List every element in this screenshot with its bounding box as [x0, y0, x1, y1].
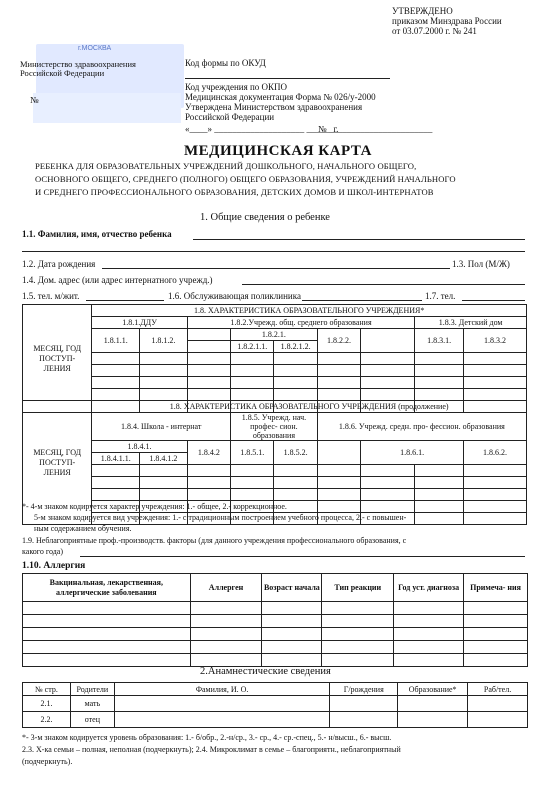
note-3: ным содержанием обучения.	[34, 524, 132, 533]
h-184: 1.8.4. Школа - интернат	[92, 413, 231, 441]
field-clinic-line[interactable]	[302, 300, 422, 301]
c-1812: 1.8.1.2.	[140, 329, 188, 353]
section1-title: 1. Общие сведения о ребенке	[200, 212, 330, 223]
row-role: мать	[70, 696, 114, 712]
allergy-title: 1.10. Аллергия	[22, 561, 86, 571]
allergy-col-reaction: Тип реакции	[322, 574, 394, 602]
field-sex-label: 1.3. Пол (М/Ж)	[452, 259, 510, 269]
c-1821: 1.8.2.1.	[231, 329, 318, 341]
month-label: МЕСЯЦ, ГОД ПОСТУП- ЛЕНИЯ	[33, 343, 82, 373]
page-title: МЕДИЦИНСКАЯ КАРТА	[184, 143, 372, 159]
c-1841: 1.8.4.1.	[92, 441, 187, 453]
note-5: какого года)	[22, 547, 64, 556]
h-182: 1.8.2.Учрежд. общ. среднего образования	[187, 317, 415, 329]
stamp-overlay	[33, 93, 181, 123]
field-address-line[interactable]	[242, 284, 525, 285]
allergy-col-age: Возраст начала	[262, 574, 322, 602]
stamp-city: г.МОСКВА	[78, 45, 112, 52]
field-birth-label: 1.2. Дата рождения	[22, 259, 96, 269]
footer-note-3: (подчеркнуть).	[22, 757, 73, 766]
table-row	[23, 712, 528, 728]
row-no: 2.2.	[23, 712, 71, 728]
field-clinic-label: 1.6. Обслуживающая поликлиника	[168, 291, 301, 301]
table-institution-1	[22, 304, 527, 413]
field-phone-label: 1.5. тел. м/жит.	[22, 291, 80, 301]
c-1851: 1.8.5.1.	[231, 441, 274, 465]
subtitle-1: РЕБЕНКА ДЛЯ ОБРАЗОВАТЕЛЬНЫХ УЧРЕЖДЕНИЙ ДОШКОЛЬНОГО, НАЧАЛЬНОГО ОБЩЕГО,	[35, 161, 417, 171]
c-18412: 1.8.4.1.2	[140, 453, 188, 465]
approval-line-1: УТВЕРЖДЕНО	[392, 6, 453, 16]
doc-line-3: Российской Федерации	[185, 112, 275, 122]
c-18212: 1.8.2.1.2.	[274, 341, 317, 353]
c-18211: 1.8.2.1.1.	[231, 341, 274, 353]
stamp-org: Министерство здравоохранения Российской Федерации	[20, 59, 136, 78]
doc-number: № _______________________	[318, 124, 433, 134]
c-1852: 1.8.5.2.	[274, 441, 317, 465]
note-4: 1.9. Неблагоприятные проф.-производств. факторы (для данного учреждения профессионального образования, с	[22, 536, 407, 545]
field-name-label: 1.1. Фамилия, имя, отчество ребенка	[22, 229, 172, 239]
doc-line-2: Утверждена Министерством здравоохранения	[185, 102, 363, 112]
date-line: «____» ____________________ ______г.	[185, 124, 339, 134]
doc-info	[185, 82, 376, 122]
field-name-line-2[interactable]	[22, 251, 525, 252]
parents-col-no: № стр.	[23, 683, 71, 696]
month-cell	[23, 305, 92, 413]
c-1862: 1.8.6.2.	[464, 441, 527, 465]
h-183: 1.8.3. Детский дом	[415, 317, 527, 329]
allergy-table	[22, 573, 528, 667]
okpo-label: Код учреждения по ОКПО	[185, 82, 288, 92]
parents-col-name: Фамилия, И. О.	[114, 683, 329, 696]
field-name-line[interactable]	[193, 239, 525, 240]
approval-line-3: от 03.07.2000 г. № 241	[392, 26, 477, 36]
note-5-line[interactable]	[80, 556, 525, 557]
footer-note-1: *- 3-м знаком кодируется уровень образования: 1.- б/обр., 2.-н/ср., 3.- ср., 4.- ср.-спец., 5.- н/высш., 6.- высш.	[22, 733, 392, 742]
c-1861: 1.8.6.1.	[361, 441, 464, 465]
parents-col-work: Раб/тел.	[468, 683, 528, 696]
table18-title: 1.8. ХАРАКТЕРИСТИКА ОБРАЗОВАТЕЛЬНОГО УЧРЕЖДЕНИЯ*	[92, 305, 527, 317]
table-row	[23, 696, 528, 712]
approval-line-2: приказом Минздрава России	[392, 16, 502, 26]
note-1: *- 4-м знаком кодируется характер учреждения: 1.- общее, 2.- коррекционное.	[22, 502, 287, 511]
field-address-label: 1.4. Дом. адрес (или адрес интернатного учрежд.)	[22, 275, 213, 285]
allergy-col-notes: Примеча- ния	[464, 574, 528, 602]
c-1831: 1.8.3.1.	[415, 329, 464, 353]
field-birth-line[interactable]	[102, 268, 450, 269]
allergy-col-type: Вакцинальная, лекарственная, аллергические заболевания	[23, 574, 191, 602]
subtitle-2: ОСНОВНОГО ОБЩЕГО, СРЕДНЕГО (ПОЛНОГО) ОБЩЕГО ОБРАЗОВАНИЯ, УЧРЕЖДЕНИЙ НАЧАЛЬНОГО	[35, 174, 456, 184]
okud-line	[185, 78, 390, 79]
field-phone-line[interactable]	[86, 300, 164, 301]
h-186: 1.8.6. Учрежд. средн. про- фессион. образования	[317, 413, 526, 441]
doc-line-1: Медицинская документация Форма № 026/у-2000	[185, 92, 376, 102]
h-185: 1.8.5. Учрежд. нач. профес- сион. образования	[231, 413, 318, 441]
parents-col-role: Родители	[70, 683, 114, 696]
field-clinic-phone-line[interactable]	[462, 300, 525, 301]
c-1832: 1.8.3.2	[464, 329, 527, 353]
allergy-col-allergen: Аллерген	[190, 574, 262, 602]
c-1811: 1.8.1.1.	[92, 329, 140, 353]
approval-block	[392, 6, 502, 36]
subtitle-3: И СРЕДНЕГО ПРОФЕССИОНАЛЬНОГО ОБРАЗОВАНИЯ, ДЕТСКИХ ДОМОВ И ШКОЛ-ИНТЕРНАТОВ	[35, 187, 434, 197]
parents-col-birth: Г/рождения	[330, 683, 398, 696]
c-1822: 1.8.2.2.	[317, 329, 360, 353]
footer-note-2: 2.3. Х-ка семьи – полная, неполная (подчеркнуть); 2.4. Микроклимат в семье – благоприятн., неблагоприятный	[22, 745, 401, 754]
stamp-no: №	[30, 95, 39, 105]
parents-col-edu: Образование*	[398, 683, 468, 696]
note-2: 5-м знаком кодируется вид учреждения: 1.- с традиционным построением учебного процесса, 2.- с повышен-	[34, 513, 407, 522]
okud-label: Код формы по ОКУД	[185, 58, 266, 68]
h-181: 1.8.1.ДДУ	[92, 317, 187, 329]
table18b-title: 1.8. ХАРАКТЕРИСТИКА ОБРАЗОВАТЕЛЬНОГО УЧРЕЖДЕНИЯ (продолжение)	[92, 401, 527, 413]
c-18411: 1.8.4.1.1.	[92, 453, 140, 465]
row-role: отец	[70, 712, 114, 728]
field-clinic-phone-label: 1.7. тел.	[425, 291, 456, 301]
c-1842: 1.8.4.2	[187, 441, 230, 465]
section2-title: 2.Анамнестические сведения	[200, 666, 331, 677]
month-label-2: МЕСЯЦ, ГОД ПОСТУП- ЛЕНИЯ	[33, 447, 82, 477]
row-no: 2.1.	[23, 696, 71, 712]
allergy-col-year: Год уст. диагноза	[394, 574, 464, 602]
parents-table	[22, 682, 528, 728]
